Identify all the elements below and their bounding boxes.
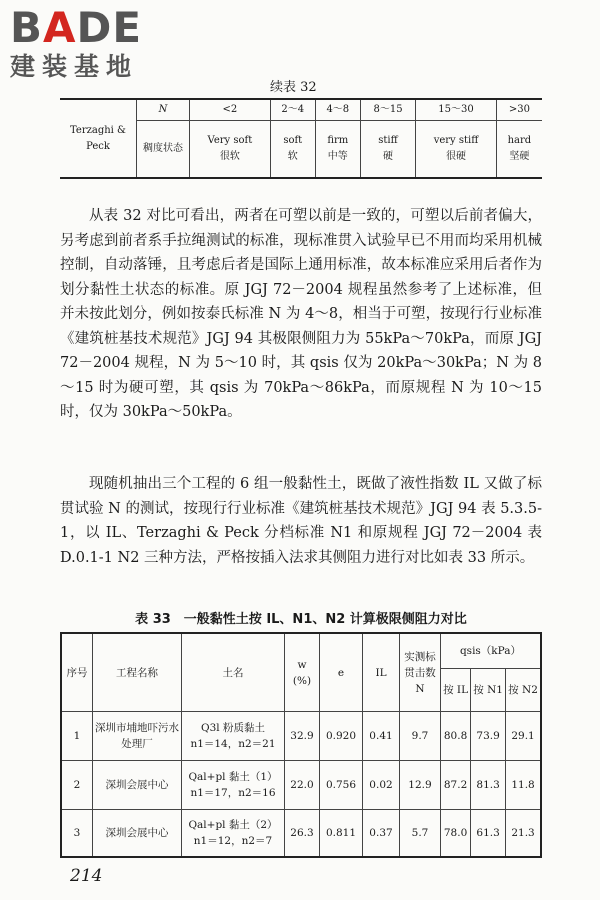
table33-cell: 0.920 xyxy=(320,712,363,761)
table32-cell: very stiff 很硬 xyxy=(416,121,497,179)
table33-cell: 32.9 xyxy=(285,712,320,761)
table33-cell: 73.9 xyxy=(471,712,506,761)
table32-cell: soft 软 xyxy=(270,121,315,179)
page-number: 214 xyxy=(70,866,103,886)
table33-header-cell: 按 N1 xyxy=(471,669,506,712)
table33-header-cell: e xyxy=(320,633,363,712)
table33-header-cell: 序号 xyxy=(61,633,93,712)
logo-wordmark: BADE xyxy=(10,3,143,52)
table33-cell: 81.3 xyxy=(471,761,506,810)
table33-cell: 26.3 xyxy=(285,810,320,858)
table32-header-cell: 8～15 xyxy=(360,99,415,121)
table33-cell: 11.8 xyxy=(506,761,541,810)
logo-subtitle: 建装基地 xyxy=(10,52,139,81)
table32-header-cell: 15～30 xyxy=(416,99,497,121)
table-row xyxy=(61,712,541,761)
table33-header-cell: w (%) xyxy=(285,633,320,712)
table33-header-cell: 按 N2 xyxy=(506,669,541,712)
table33-cell: 深圳会展中心 xyxy=(93,810,182,858)
table33-header-cell: 实测标贯击数 N xyxy=(400,633,441,712)
table32-cell: hard 坚硬 xyxy=(496,121,542,179)
table32-row-label: Terzaghi & Peck xyxy=(60,99,137,178)
table33-cell: 3 xyxy=(61,810,93,858)
brand-logo xyxy=(10,3,170,82)
table32-header-cell: <2 xyxy=(190,99,271,121)
table32-cell: Very soft 很软 xyxy=(190,121,271,179)
table33-cell: 深圳会展中心 xyxy=(93,761,182,810)
table32-cell: stiff 硬 xyxy=(360,121,415,179)
table33-cell: Qal+pl 黏土（2） n1＝12，n2＝7 xyxy=(182,810,285,858)
table33-cell: 0.756 xyxy=(320,761,363,810)
table-row xyxy=(61,761,541,810)
table33-header-cell: IL xyxy=(363,633,400,712)
table33-cell: 61.3 xyxy=(471,810,506,858)
table33-cell: 1 xyxy=(61,712,93,761)
table32-caption: 续表 32 xyxy=(270,80,317,95)
body-paragraph-2 xyxy=(60,472,542,570)
body-paragraph-1 xyxy=(60,204,542,425)
table33-cell: 80.8 xyxy=(441,712,471,761)
table33-cell: 0.02 xyxy=(363,761,400,810)
paragraph-text: 现随机抽出三个工程的 6 组一般黏性土，既做了液性指数 IL 又做了标贯试验 N 的测试，按现行行业标准《建筑桩基技术规范》JGJ 94 表 5.3.5-1，以 IL、Terzaghi & Peck 分档标准 N1 和原规程 JGJ 72－2004 表 D.0.1-1 N2 三种方法，严格按插入法求其侧阻力进行对比如表 33 所示。 xyxy=(60,476,542,566)
table33-cell: 21.3 xyxy=(506,810,541,858)
table33-cell: Q3l 粉质黏土 n1＝14，n2＝21 xyxy=(182,712,285,761)
table33-cell: Qal+pl 黏土（1） n1＝17，n2＝16 xyxy=(182,761,285,810)
table-row xyxy=(61,810,541,858)
table33-cell: 29.1 xyxy=(506,712,541,761)
table32-header-cell: N xyxy=(137,99,190,121)
table32-sub-label: 稠度状态 xyxy=(137,121,190,179)
table33-cell: 5.7 xyxy=(400,810,441,858)
table33-cell: 87.2 xyxy=(441,761,471,810)
table-32 xyxy=(60,98,542,179)
table33-cell: 0.811 xyxy=(320,810,363,858)
table32-cell: firm 中等 xyxy=(315,121,360,179)
table33-cell: 22.0 xyxy=(285,761,320,810)
table33-header-cell: 按 IL xyxy=(441,669,471,712)
table33-cell: 78.0 xyxy=(441,810,471,858)
table33-header-cell: qsis（kPa） xyxy=(441,633,542,669)
table33-cell: 0.37 xyxy=(363,810,400,858)
table33-cell: 深圳市埔地吓污水处理厂 xyxy=(93,712,182,761)
table33-cell: 2 xyxy=(61,761,93,810)
table-33 xyxy=(60,632,542,858)
table33-header-cell: 工程名称 xyxy=(93,633,182,712)
table33-cell: 12.9 xyxy=(400,761,441,810)
table33-header-cell: 土名 xyxy=(182,633,285,712)
table33-header-row xyxy=(61,633,541,669)
table32-header-cell: >30 xyxy=(496,99,542,121)
table33-caption: 表 33 一般黏性土按 IL、N1、N2 计算极限侧阻力对比 xyxy=(135,612,467,627)
table33-cell: 0.41 xyxy=(363,712,400,761)
table32-header-row xyxy=(60,99,542,121)
table33-cell: 9.7 xyxy=(400,712,441,761)
table32-header-cell: 2～4 xyxy=(270,99,315,121)
table32-header-cell: 4～8 xyxy=(315,99,360,121)
paragraph-text: 从表 32 对比可看出，两者在可塑以前是一致的，可塑以后前者偏大，另考虑到前者系手拉绳测试的标准，现标准贯入试验早已不用而均采用机械控制，自动落锤，且考虑后者是国际上通用标准，故本标准应采用后者作为划分黏性土状态的标准。原 JGJ 72－2004 规程虽然参考了上述标准，但并未按此划分，例如按泰氏标准 N 为 4～8，相当于可塑，按现行行业标准《建筑桩基技术规范》JGJ 94 其极限侧阻力为 55kPa～70kPa，而原 JGJ 72－2004 规程，N 为 5～10 时，其 qsis 仅为 20kPa～30kPa；N 为 8～15 时为硬可塑，其 qsis 为 70kPa～86kPa，而原规程 N 为 10～15 时，仅为 30kPa～50kPa。 xyxy=(60,208,542,420)
